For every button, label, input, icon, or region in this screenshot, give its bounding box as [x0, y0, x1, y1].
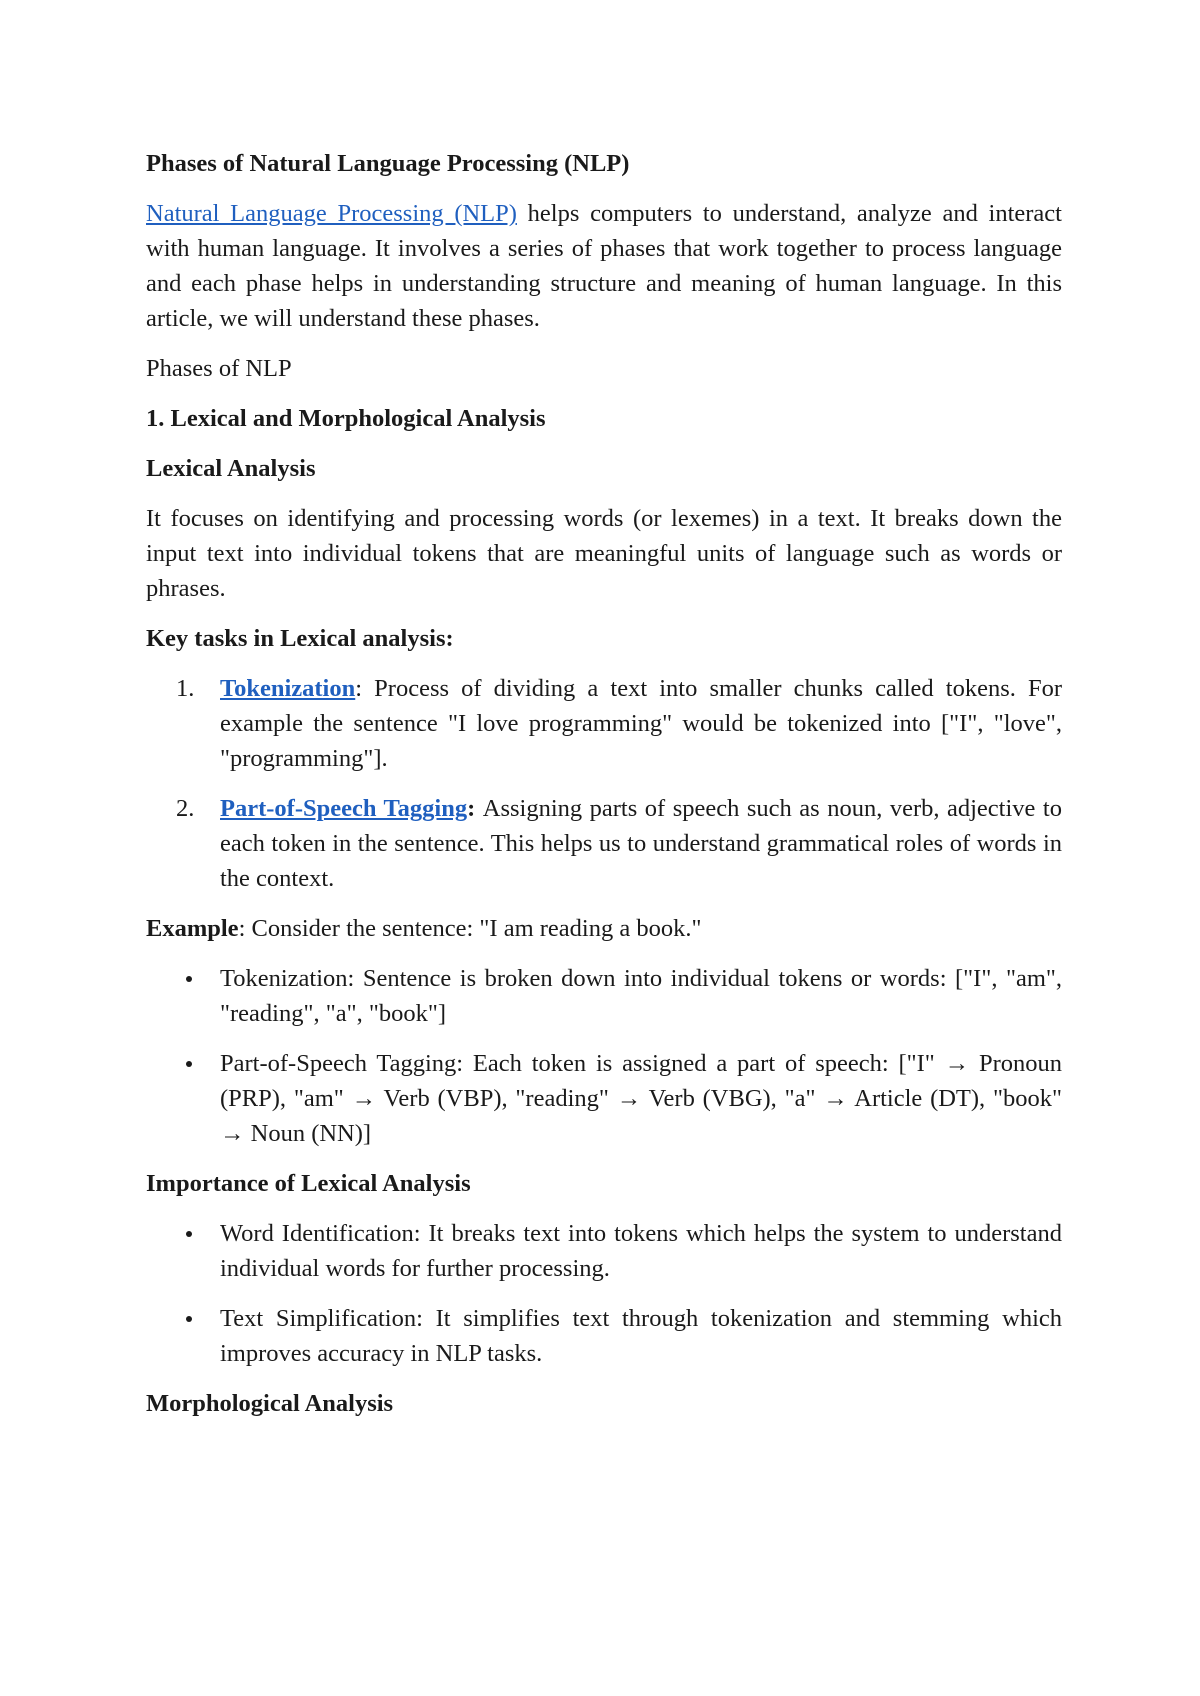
bullet-icon — [186, 1061, 192, 1067]
list-item-text: Process of dividing a text into smaller chunks called tokens. For example the sentence "I love programming" would be tokenized into ["I", "love", "programming"]. — [220, 675, 1062, 772]
tokenization-link[interactable]: Tokenization — [220, 675, 356, 702]
lexical-analysis-heading: Lexical Analysis — [146, 455, 316, 482]
example-label: Example — [146, 915, 239, 942]
morphological-analysis-heading: Morphological Analysis — [146, 1390, 394, 1417]
bullet-icon — [186, 1316, 192, 1322]
intro-text: helps computers to understand, analyze and interact with human language. It involves a series of phases that work together to process language and each phase helps in understanding structure and meaning of human language. In this article, we will understand these phases. — [146, 200, 1062, 332]
list-item-text: Word Identification: It breaks text into tokens which helps the system to understand individual words for further processing. — [220, 1220, 1062, 1282]
importance-list — [146, 1216, 1062, 1371]
example-list — [146, 961, 1062, 1151]
list-number: 2. — [176, 795, 195, 822]
key-tasks-heading: Key tasks in Lexical analysis: — [146, 625, 454, 652]
bullet-icon — [186, 976, 192, 982]
bullet-icon — [186, 1231, 192, 1237]
example-line — [146, 911, 1062, 946]
section-heading-lexical-morphological: 1. Lexical and Morphological Analysis — [146, 405, 546, 432]
example-text: : Consider the sentence: "I am reading a book." — [238, 915, 702, 942]
phases-label: Phases of NLP — [146, 355, 292, 382]
list-item-text: Tokenization: Sentence is broken down into individual tokens or words: ["I", "am", "reading", "a", "book"] — [220, 965, 1062, 1027]
separator: : — [467, 795, 483, 822]
key-tasks-list — [146, 671, 1062, 896]
list-item — [146, 1301, 1062, 1371]
list-item-text: Text Simplification: It simplifies text through tokenization and stemming which improves accuracy in NLP tasks. — [220, 1305, 1062, 1367]
separator: : — [355, 675, 375, 702]
list-item — [146, 1216, 1062, 1286]
list-item-text: Assigning parts of speech such as noun, verb, adjective to each token in the sentence. This helps us to understand grammatical roles of words in the context. — [220, 795, 1062, 892]
importance-heading: Importance of Lexical Analysis — [146, 1170, 471, 1197]
lexical-analysis-paragraph: It focuses on identifying and processing words (or lexemes) in a text. It breaks down the input text into individual tokens that are meaningful units of language such as words or phrases. — [146, 505, 1062, 602]
list-number: 1. — [176, 675, 195, 702]
list-item — [146, 1046, 1062, 1151]
list-item-text: Part-of-Speech Tagging: Each token is assigned a part of speech: ["I" → Pronoun (PRP), "am" → Verb (VBP), "reading" → Verb (VBG), "a" → Article (DT), "book" → Noun (NN)] — [220, 1050, 1062, 1147]
list-item — [146, 791, 1062, 896]
document-title: Phases of Natural Language Processing (NLP) — [146, 150, 630, 177]
pos-tagging-link[interactable]: Part-of-Speech Tagging — [220, 795, 468, 822]
list-item — [146, 961, 1062, 1031]
nlp-link[interactable]: Natural Language Processing (NLP) — [146, 200, 517, 227]
list-item — [146, 671, 1062, 776]
intro-paragraph — [146, 196, 1062, 336]
